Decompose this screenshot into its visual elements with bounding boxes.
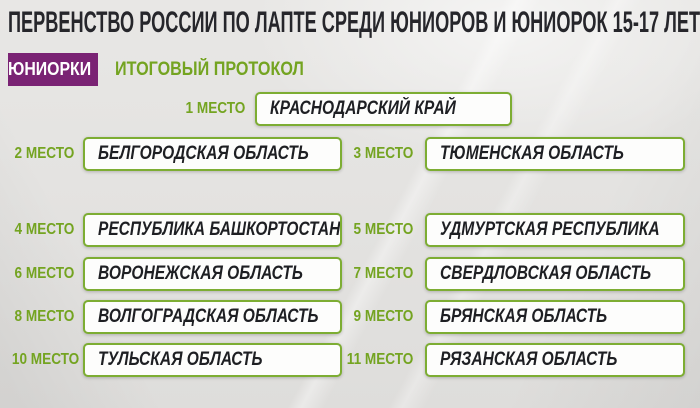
place-label-6: 6 МЕСТО (14, 265, 74, 282)
place-label-8: 8 МЕСТО (14, 308, 74, 325)
team-box-9: БРЯНСКАЯ ОБЛАСТЬ (425, 300, 685, 334)
place-label-4: 4 МЕСТО (14, 221, 74, 238)
team-box-2: БЕЛГОРОДСКАЯ ОБЛАСТЬ (83, 137, 342, 171)
place-label-2: 2 МЕСТО (14, 145, 74, 162)
protocol-label: ИТОГОВЫЙ ПРОТОКОЛ (115, 59, 304, 80)
team-box-11: РЯЗАНСКАЯ ОБЛАСТЬ (425, 343, 685, 377)
place-label-5: 5 МЕСТО (353, 221, 413, 238)
place-label-10: 10 МЕСТО (11, 351, 80, 368)
place-label-9: 9 МЕСТО (353, 308, 413, 325)
page-title: ПЕРВЕНСТВО РОССИИ ПО ЛАПТЕ СРЕДИ ЮНИОРОВ И ЮНИОРОК 15-17 ЛЕТ (8, 6, 700, 39)
team-box-1: КРАСНОДАРСКИЙ КРАЙ (255, 92, 512, 126)
team-box-4: РЕСПУБЛИКА БАШКОРТОСТАН (83, 213, 342, 247)
team-box-3: ТЮМЕНСКАЯ ОБЛАСТЬ (425, 137, 685, 171)
place-label-7: 7 МЕСТО (353, 265, 413, 282)
place-label-3: 3 МЕСТО (353, 145, 413, 162)
team-box-7: СВЕРДЛОВСКАЯ ОБЛАСТЬ (425, 257, 685, 291)
place-label-1: 1 МЕСТО (185, 100, 245, 117)
team-box-8: ВОЛГОГРАДСКАЯ ОБЛАСТЬ (83, 300, 342, 334)
team-box-10: ТУЛЬСКАЯ ОБЛАСТЬ (83, 343, 342, 377)
category-badge: ЮНИОРКИ (8, 53, 98, 86)
team-box-5: УДМУРТСКАЯ РЕСПУБЛИКА (425, 213, 685, 247)
place-label-11: 11 МЕСТО (346, 351, 413, 368)
team-box-6: ВОРОНЕЖСКАЯ ОБЛАСТЬ (83, 257, 342, 291)
